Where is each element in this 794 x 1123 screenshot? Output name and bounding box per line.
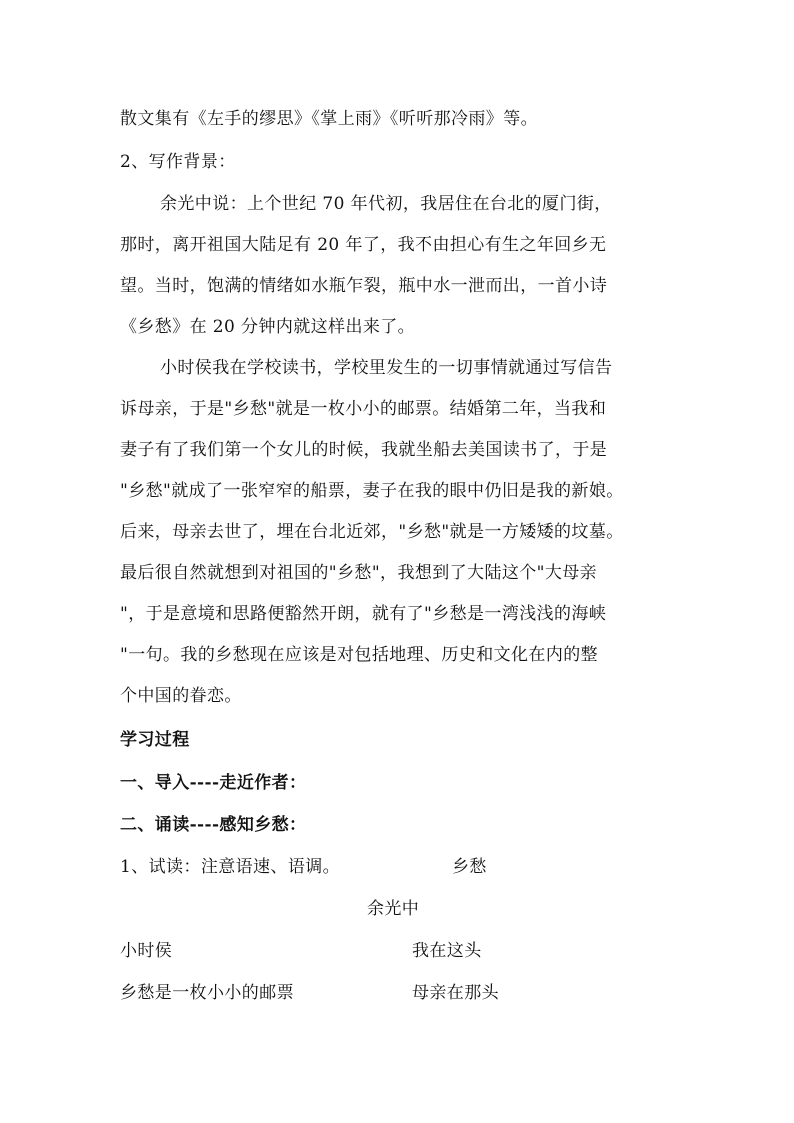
text-line: 《乡愁》在 20 分钟内就这样出来了。 xyxy=(120,317,416,337)
text-line: 余光中说：上个世纪 70 年代初，我居住在台北的厦门街， xyxy=(160,194,612,214)
text-line: 个中国的眷恋。 xyxy=(120,686,242,706)
section-label-background: 2、写作背景： xyxy=(120,152,236,172)
text-line: "一句。我的乡愁现在应该是对包括地理、历史和文化在内的整 xyxy=(120,645,599,665)
text-line: 散文集有《左手的缪思》《掌上雨》《听听那冷雨》等。 xyxy=(120,109,538,129)
poem-line: 母亲在那头 xyxy=(412,983,499,1003)
poem-line: 我在这头 xyxy=(412,941,482,961)
text-line: 妻子有了我们第一个女儿的时候，我就坐船去美国读书了，于是 xyxy=(120,440,608,460)
text-line: 最后很自然就想到对祖国的"乡愁"，我想到了大陆这个"大母亲 xyxy=(120,563,598,583)
text-line: "乡愁"就成了一张窄窄的船票，妻子在我的眼中仍旧是我的新娘。 xyxy=(120,481,624,501)
poem-line: 小时侯 xyxy=(120,941,173,961)
poem-author: 余光中 xyxy=(367,899,420,919)
heading-recitation: 二、诵读----感知乡愁： xyxy=(120,815,307,835)
text-line: 望。当时，饱满的情绪如水瓶乍裂，瓶中水一泄而出，一首小诗 xyxy=(120,276,608,296)
text-line: 小时侯我在学校读书，学校里发生的一切事情就通过写信告 xyxy=(160,358,613,378)
text-line: 诉母亲，于是"乡愁"就是一枚小小的邮票。结婚第二年，当我和 xyxy=(120,399,607,419)
text-line: 后来，母亲去世了，埋在台北近郊，"乡愁"就是一方矮矮的坟墓。 xyxy=(120,522,624,542)
poem-line: 乡愁是一枚小小的邮票 xyxy=(120,983,294,1003)
heading-learning-process: 学习过程 xyxy=(120,730,190,750)
text-line: 那时，离开祖国大陆足有 20 年了，我不由担心有生之年回乡无 xyxy=(120,235,607,255)
text-line: "，于是意境和思路便豁然开朗，就有了"乡愁是一湾浅浅的海峡 xyxy=(120,604,607,624)
heading-intro: 一、导入----走近作者： xyxy=(120,773,307,793)
poem-title: 乡愁 xyxy=(452,857,487,877)
reading-instruction: 1、试读：注意语速、语调。 xyxy=(120,857,341,877)
